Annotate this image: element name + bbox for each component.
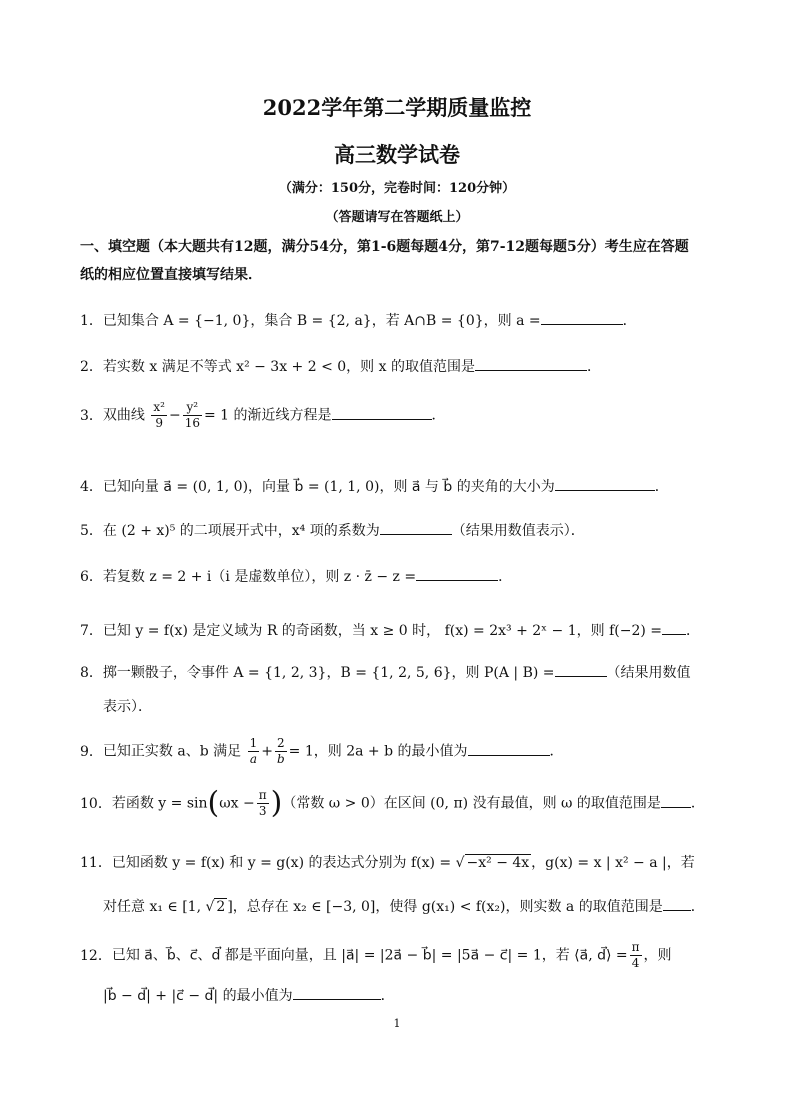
question-6 [80,566,720,588]
question-1 [80,310,720,332]
answer-blank[interactable] [661,793,691,808]
question-text: 已知正实数 a、b 满足 [102,743,242,760]
question-number: 9． [80,743,103,760]
question-8 [80,662,720,718]
question-number: 8． [80,665,103,681]
section-heading-line2: 纸的相应位置直接填写结果． [80,267,262,283]
question-text: ，则 [643,947,672,964]
question-text: 已知 a⃗、b⃗、c⃗、d⃗ 都是平面向量，且 |a⃗| = |2a⃗ − b⃗| = |5a⃗ − c⃗| = 1，若 ⟨a⃗, d⃗⟩ = [111,947,628,964]
question-3 [80,400,720,431]
question-number: 3． [80,407,103,424]
question-tail: ． [498,569,513,585]
question-text: 对任意 x₁ ∈ [1, [103,899,206,915]
question-text: ]，总存在 x₂ ∈ [−3, 0]，使得 g(x₁) < f(x₂)，则实数 a 的取值范围是 [227,899,663,915]
question-11 [80,852,720,918]
question-text: 若复数 z = 2 + i（i 是虚数单位），则 z · z̄ − z = [102,569,417,585]
question-number: 4． [80,479,103,495]
question-text-line2: 表示）． [103,699,152,715]
question-text: 已知函数 y = f(x) 和 y = g(x) 的表达式分别为 f(x) = [111,855,456,871]
fraction [151,400,167,431]
fraction-denominator: a [248,751,260,767]
answer-blank[interactable] [475,356,587,371]
question-text: = 1，则 2a + b 的最小值为 [288,743,468,760]
sqrt-sign: √ [455,855,465,871]
answer-blank[interactable] [293,985,381,1000]
operator: − [168,407,181,424]
question-tail: ． [586,359,601,375]
fraction-denominator: 3 [257,803,269,819]
question-tail: ． [686,623,701,639]
question-number: 5． [80,523,103,539]
fraction-denominator: b [276,752,285,766]
question-text: |b⃗ − d⃗| + |c⃗ − d⃗| 的最小值为 [103,988,293,1004]
question-text-line2 [80,896,720,918]
question-text: 已知向量 a⃗ = (0, 1, 0)，向量 b⃗ = (1, 1, 0)，则 a⃗ 与 b⃗ 的夹角的大小为 [102,479,555,495]
answer-blank[interactable] [663,896,691,911]
answer-blank[interactable] [380,520,452,535]
question-tail: ． [380,988,395,1004]
question-tail: ． [690,795,705,812]
question-2 [80,356,720,378]
answer-blank[interactable] [416,566,498,581]
answer-blank[interactable] [541,310,623,325]
exam-meta: （满分：150分，完卷时间：120分钟） [278,181,516,196]
question-5 [80,520,720,542]
fraction-denominator: 9 [151,415,167,431]
fraction-numerator: π [258,788,267,802]
question-text: ，g(x) = x | x² − a |，若 [531,855,695,871]
fraction-numerator: y² [186,400,199,414]
question-number: 7． [80,623,103,639]
fraction-numerator: 1 [249,736,258,750]
exam-note: （答题请写在答题纸上） [325,210,469,225]
question-text: 已知 y = f(x) 是定义域为 R 的奇函数，当 x ≥ 0 时， f(x) = 2x³ + 2ˣ − 1，则 f(−2) = [102,623,663,639]
question-text: （常数 ω > 0）在区间 (0, π) 没有最值，则 ω 的取值范围是 [282,795,661,812]
section-heading-line1: 一、填空题（本大题共有12题，满分54分，第1-6题每题4分，第7-12题每题5分）考生应在答题 [80,239,689,255]
answer-blank[interactable] [555,662,607,677]
fraction-denominator: 4 [630,955,642,971]
fraction-numerator: x² [153,400,165,414]
question-number: 1． [80,313,103,329]
expression: ωx − [219,795,255,812]
fraction-numerator: 2 [276,736,285,750]
page-number: 1 [393,1017,401,1030]
fraction-numerator: π [631,940,640,954]
question-10 [80,785,720,821]
question-tail: ． [622,313,637,329]
operator: + [261,743,273,760]
question-text: 已知集合 A = {−1, 0}，集合 B = {2, a}，若 A∩B = {0}，则 a = [102,313,541,329]
question-7 [80,620,720,642]
question-text-line2 [80,985,720,1007]
fraction [257,788,269,819]
exam-subtitle: 高三数学试卷 [334,142,460,167]
question-text: 双曲线 [102,407,145,424]
question-number: 2． [80,359,103,375]
question-tail: ． [654,479,669,495]
question-4 [80,476,720,498]
answer-blank[interactable] [662,620,686,635]
question-number: 11． [80,855,112,871]
question-text: 若实数 x 满足不等式 x² − 3x + 2 < 0，则 x 的取值范围是 [102,359,475,375]
sqrt-sign: √ [205,899,215,915]
question-tail: （结果用数值表示）． [451,523,585,539]
sqrt-radicand: 2 [216,899,226,915]
question-tail: （结果用数值 [606,665,691,681]
question-number: 12． [80,947,112,964]
question-number: 10． [80,795,112,812]
fraction [630,940,642,971]
answer-blank[interactable] [468,741,550,756]
section-heading [80,233,720,289]
fraction [248,736,260,767]
question-text: 掷一颗骰子，令事件 A = {1, 2, 3}，B = {1, 2, 5, 6}，则 P(A | B) = [102,665,555,681]
question-tail: ． [690,899,705,915]
answer-blank[interactable] [555,476,655,491]
fraction-denominator: 16 [184,416,200,430]
question-number: 6． [80,569,103,585]
question-tail: ． [431,407,446,424]
right-paren: ) [270,785,283,821]
question-tail: ． [549,743,564,760]
question-text: = 1 的渐近线方程是 [203,407,332,424]
left-paren: ( [207,785,220,821]
fraction [183,400,202,431]
question-12 [80,940,720,1007]
answer-blank[interactable] [332,405,432,420]
question-text: 在 (2 + x)⁵ 的二项展开式中，x⁴ 项的系数为 [102,523,380,539]
question-9 [80,736,720,767]
question-text: 若函数 y = sin [111,795,208,812]
fraction [275,736,287,767]
sqrt-radicand: −x² − 4x [466,855,530,871]
exam-title: 2022学年第二学期质量监控 [262,95,532,120]
